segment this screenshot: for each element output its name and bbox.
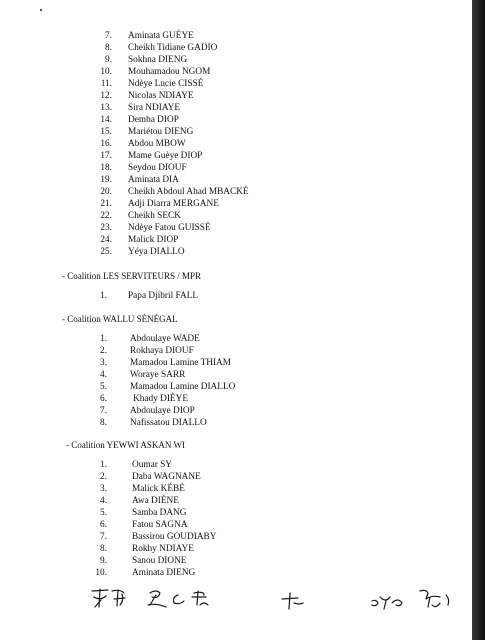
item-name: Cheikh Abdoul Ahad MBACKÉ bbox=[128, 187, 249, 197]
item-number: 14. bbox=[100, 115, 112, 125]
item-name: Adji Diarra MERGANE bbox=[128, 199, 219, 209]
item-name: Abdou MBOW bbox=[128, 139, 186, 149]
item-number: 23. bbox=[100, 223, 112, 233]
signature-mark bbox=[372, 590, 449, 609]
item-number: 18. bbox=[100, 163, 112, 173]
scan-edge bbox=[472, 0, 485, 640]
item-number: 25. bbox=[100, 247, 112, 257]
item-name: Mame Guèye DIOP bbox=[128, 151, 203, 161]
item-number: 13. bbox=[100, 103, 112, 113]
item-number: 20. bbox=[100, 187, 112, 197]
item-name: Samba DANG bbox=[132, 508, 187, 518]
item-name: Papa Djibril FALL bbox=[128, 291, 199, 301]
item-number: 5. bbox=[100, 508, 107, 518]
item-number: 15. bbox=[100, 127, 112, 137]
item-number: 21. bbox=[100, 199, 112, 209]
item-number: 5. bbox=[100, 382, 107, 392]
item-name: Sokhna DIENG bbox=[128, 55, 188, 65]
item-number: 8. bbox=[105, 43, 112, 53]
item-name: Mouhamadou NGOM bbox=[128, 67, 211, 77]
item-number: 4. bbox=[100, 370, 107, 380]
signature-mark bbox=[92, 589, 125, 607]
item-name: Nafissatou DIALLO bbox=[130, 418, 207, 428]
section-heading: - Coalition LES SERVITEURS / MPR bbox=[62, 271, 202, 281]
item-number: 4. bbox=[100, 496, 107, 506]
item-name: Ndèye Lucie CISSÉ bbox=[128, 79, 204, 89]
item-number: 1. bbox=[100, 460, 107, 470]
item-number: 11. bbox=[100, 79, 112, 89]
item-name: Malick DIOP bbox=[128, 235, 179, 245]
item-number: 22. bbox=[100, 211, 112, 221]
item-name: Woraye SARR bbox=[130, 370, 186, 380]
item-number: 7. bbox=[100, 406, 107, 416]
section-heading: - Coalition YEWWI ASKAN WI bbox=[66, 440, 185, 450]
item-number: 10. bbox=[95, 568, 107, 578]
item-name: Aminata DIENG bbox=[132, 568, 196, 578]
item-name: Rokhy NDIAYE bbox=[132, 544, 194, 554]
item-name: Mamadou Lamine THIAM bbox=[130, 358, 232, 368]
item-name: Nicolas NDIAYE bbox=[128, 91, 194, 101]
item-name: Mamadou Lamine DIALLO bbox=[130, 382, 236, 392]
item-number: 3. bbox=[100, 484, 107, 494]
item-name: Cheikh Tidiane GADIO bbox=[128, 43, 218, 53]
item-name: Cheikh SECK bbox=[128, 211, 181, 221]
item-name: Rokhaya DIOUF bbox=[130, 346, 194, 356]
signature-mark bbox=[282, 593, 303, 609]
item-number: 10. bbox=[100, 67, 112, 77]
handwritten-signatures bbox=[0, 585, 472, 625]
item-number: 8. bbox=[100, 544, 107, 554]
item-number: 6. bbox=[100, 394, 107, 404]
scan-speck bbox=[40, 9, 42, 11]
item-name: Abdoulaye DIOP bbox=[130, 406, 195, 416]
item-name: Daba WAGNANE bbox=[132, 472, 201, 482]
signature-mark bbox=[148, 591, 208, 607]
item-name: Demba DIOP bbox=[128, 115, 179, 125]
item-number: 2. bbox=[100, 472, 107, 482]
item-number: 2. bbox=[100, 346, 107, 356]
item-name: Sira NDIAYE bbox=[128, 103, 181, 113]
item-number: 6. bbox=[100, 520, 107, 530]
item-number: 3. bbox=[100, 358, 107, 368]
item-name: Aminata GUÈYE bbox=[128, 31, 194, 41]
item-number: 19. bbox=[100, 175, 112, 185]
item-name: Awa DIÈNE bbox=[132, 496, 179, 506]
item-number: 7. bbox=[105, 31, 112, 41]
item-name: Oumar SY bbox=[132, 460, 173, 470]
item-number: 1. bbox=[100, 291, 107, 301]
item-name: Khady DIÈYE bbox=[133, 394, 188, 404]
section-heading: - Coalition WALLU SÉNÉGAL bbox=[62, 314, 178, 324]
item-name: Fatou SAGNA bbox=[132, 520, 188, 530]
item-name: Aminata DIA bbox=[128, 175, 179, 185]
item-number: 24. bbox=[100, 235, 112, 245]
item-number: 1. bbox=[100, 334, 107, 344]
item-number: 12. bbox=[100, 91, 112, 101]
item-number: 9. bbox=[100, 556, 107, 566]
item-number: 17. bbox=[100, 151, 112, 161]
item-name: Abdoulaye WADE bbox=[130, 334, 200, 344]
item-name: Mariétou DIENG bbox=[128, 127, 194, 137]
item-name: Bassirou GOUDIABY bbox=[132, 532, 217, 542]
item-name: Ndèye Fatou GUISSÉ bbox=[128, 223, 211, 233]
item-name: Yéya DIALLO bbox=[128, 247, 185, 257]
item-number: 16. bbox=[100, 139, 112, 149]
item-number: 7. bbox=[100, 532, 107, 542]
item-number: 9. bbox=[105, 55, 112, 65]
item-number: 8. bbox=[100, 418, 107, 428]
item-name: Seydou DIOUF bbox=[128, 163, 187, 173]
item-name: Malick KÉBÉ bbox=[132, 484, 185, 494]
item-name: Sanou DIONE bbox=[132, 556, 187, 566]
